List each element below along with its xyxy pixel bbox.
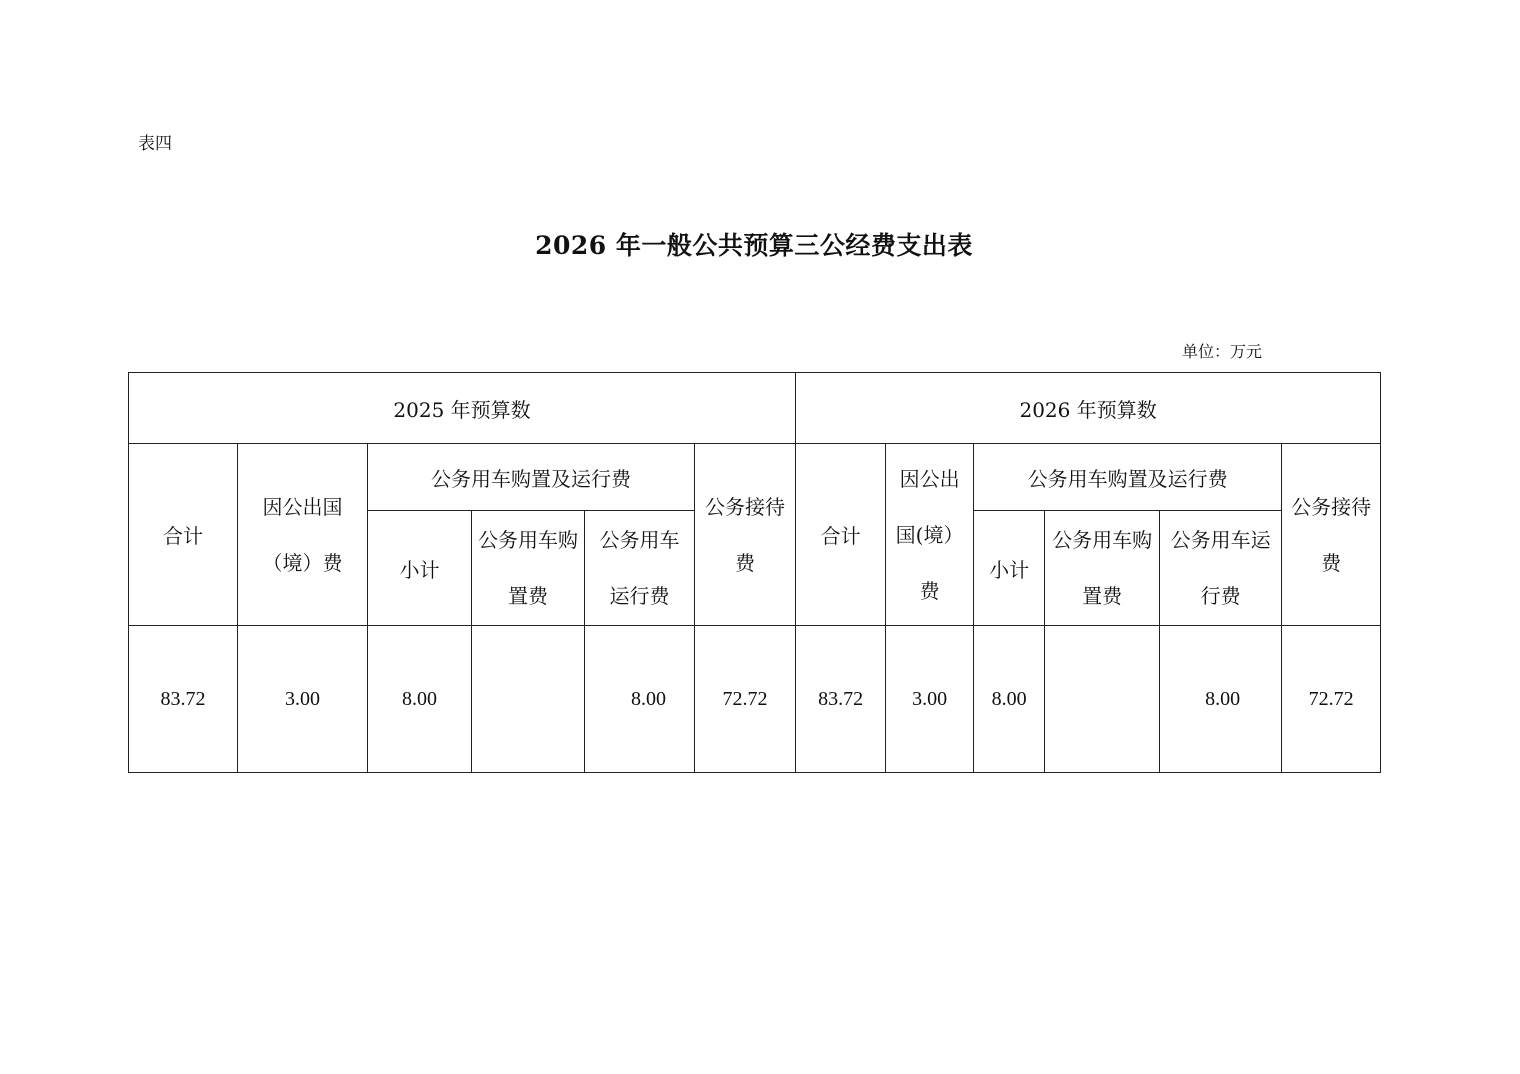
header-reception-2026 — [1282, 444, 1381, 626]
group-header-row — [129, 373, 1381, 444]
header-vehicle-purchase-2026-label: 公务用车购置费 — [1052, 528, 1153, 608]
cell-vehicle-purchase-2025 — [472, 626, 585, 773]
header-overseas-2026-label: 因公出国(境）费 — [895, 466, 964, 603]
unit-label: 单位：万元 — [1182, 342, 1263, 361]
header-overseas-2026 — [886, 444, 974, 626]
header-subtotal-2025: 小计 — [368, 511, 472, 626]
header-reception-2026-label: 公务接待费 — [1291, 494, 1372, 575]
header-overseas-2025-label: 因公出国（境）费 — [262, 494, 343, 575]
header-vehicle-operation-2025 — [585, 511, 695, 626]
cell-subtotal-2025: 8.00 — [368, 626, 472, 773]
header-vehicle-operation-2026-label: 公务用车运行费 — [1170, 528, 1271, 608]
header-vehicle-group-2025: 公务用车购置及运行费 — [368, 444, 695, 511]
cell-vehicle-operation-2026: 8.00 — [1160, 626, 1282, 773]
cell-subtotal-2026: 8.00 — [974, 626, 1045, 773]
group-2026-header: 2026 年预算数 — [796, 373, 1381, 444]
budget-table — [128, 372, 1381, 773]
header-vehicle-operation-2025-label: 公务用车运行费 — [599, 528, 680, 608]
cell-vehicle-purchase-2026 — [1045, 626, 1160, 773]
cell-overseas-2025: 3.00 — [238, 626, 368, 773]
header-subtotal-2026: 小计 — [974, 511, 1045, 626]
cell-reception-2026: 72.72 — [1282, 626, 1381, 773]
page-title: 2026 年一般公共预算三公经费支出表 — [535, 231, 973, 260]
table-row — [129, 626, 1381, 773]
table-label: 表四 — [138, 134, 172, 154]
column-header-row-1 — [129, 444, 1381, 511]
header-overseas-2025 — [238, 444, 368, 626]
header-total-2025 — [129, 444, 238, 626]
header-vehicle-group-2026: 公务用车购置及运行费 — [974, 444, 1282, 511]
group-2025-header: 2025 年预算数 — [129, 373, 796, 444]
cell-total-2026: 83.72 — [796, 626, 886, 773]
header-vehicle-operation-2026 — [1160, 511, 1282, 626]
cell-total-2025: 83.72 — [129, 626, 238, 773]
header-vehicle-purchase-2026 — [1045, 511, 1160, 626]
cell-vehicle-operation-2025: 8.00 — [585, 626, 695, 773]
header-reception-2025 — [695, 444, 796, 626]
cell-reception-2025: 72.72 — [695, 626, 796, 773]
header-total-2025-label: 合计 — [163, 524, 203, 548]
header-reception-2025-label: 公务接待费 — [705, 494, 786, 575]
cell-overseas-2026: 3.00 — [886, 626, 974, 773]
header-total-2026 — [796, 444, 886, 626]
header-vehicle-purchase-2025-label: 公务用车购置费 — [478, 528, 578, 608]
header-vehicle-purchase-2025 — [472, 511, 585, 626]
header-total-2026-label: 合计 — [820, 524, 861, 548]
